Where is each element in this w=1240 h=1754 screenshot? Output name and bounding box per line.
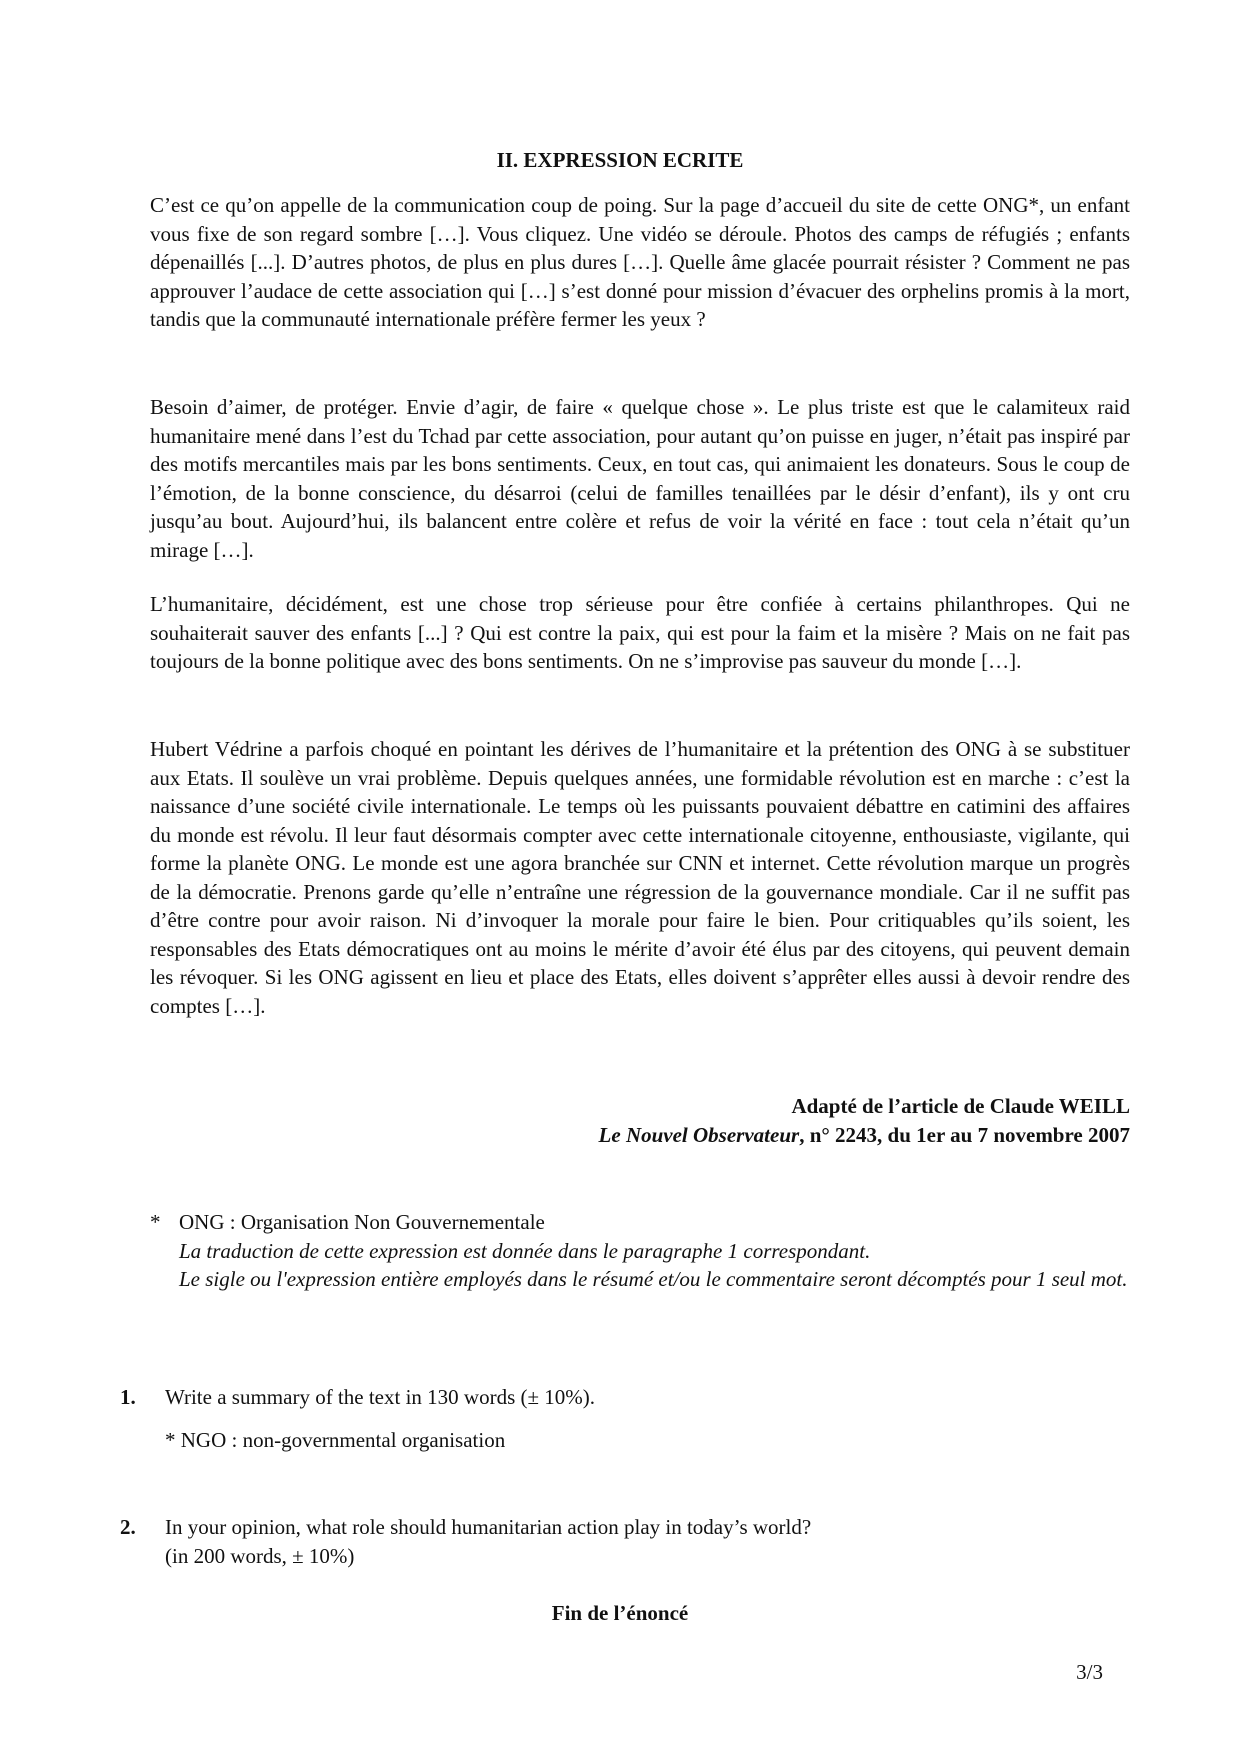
- footnote-marker: *: [150, 1210, 161, 1234]
- footnote: [150, 1208, 1133, 1294]
- question-text: In your opinion, what role should humanitarian action play in today’s world?: [165, 1515, 812, 1539]
- paragraph-4: Hubert Védrine a parfois choqué en pointant les dérives de l’humanitaire et la prétention des ONG à se substituer aux Etats. Il soulève un vrai problème. Depuis quelques années, une formidable révolution est en marche : c’est la naissance d’une société civile internationale. Le temps où les puissants pouvaient débattre en catimini des affaires du monde est révolu. Il leur faut désormais compter avec cette internationale citoyenne, enthousiaste, vigilante, qui forme la planète ONG. Le monde est une agora branchée sur CNN et internet. Cette révolution marque un progrès de la démocratie. Prenons garde qu’elle n’entraîne une régression de la gouvernance mondiale. Car il ne suffit pas d’être contre pour avoir raison. Ni d’invoquer la morale pour faire le bien. Pour critiquables qu’ils soient, les responsables des Etats démocratiques ont au moins le mérite d’avoir été élus par des citoyens, qui peuvent demain les révoquer. Si les ONG agissent en lieu et place des Etats, elles doivent s’apprêter elles aussi à devoir rendre des comptes […].: [150, 737, 1130, 1018]
- question-number: 1.: [120, 1385, 136, 1409]
- footnote-definition: ONG : Organisation Non Gouvernementale: [179, 1210, 545, 1234]
- question-note: (in 200 words, ± 10%): [165, 1544, 355, 1568]
- footnote-note-1: La traduction de cette expression est donnée dans le paragraphe 1 correspondant.: [179, 1238, 871, 1263]
- attribution: [599, 1092, 1130, 1150]
- paragraph-3: L’humanitaire, décidément, est une chose trop sérieuse pour être confiée à certains philanthropes. Qui ne souhaiterait sauver des enfants [...] ? Qui est contre la paix, qui est pour la faim et la misère ? Mais on ne fait pas toujours de la bonne politique avec des bons sentiments. On ne s’improvise pas sauveur du monde […].: [150, 592, 1130, 673]
- attribution-source: [599, 1121, 1130, 1150]
- section-title: II. EXPRESSION ECRITE: [496, 148, 744, 172]
- question-text: Write a summary of the text in 130 words (± 10%).: [165, 1385, 595, 1409]
- paragraph-1: C’est ce qu’on appelle de la communication coup de poing. Sur la page d’accueil du site de cette ONG*, un enfant vous fixe de son regard sombre […]. Vous cliquez. Une vidéo se déroule. Photos des camps de réfugiés ; enfants dépenaillés [...]. D’autres photos, de plus en plus dures […]. Quelle âme glacée pourrait résister ? Comment ne pas approuver l’audace de cette association qui […] s’est donné pour mission d’évacuer des orphelins promis à la mort, tandis que la communauté internationale préfère fermer les yeux ?: [150, 193, 1130, 331]
- paragraph-2: Besoin d’aimer, de protéger. Envie d’agir, de faire « quelque chose ». Le plus triste est que le calamiteux raid humanitaire mené dans l’est du Tchad par cette association, pour autant qu’on puisse en juger, n’était pas inspiré par des motifs mercantiles mais par les bons sentiments. Ceux, en tout cas, qui animaient les donateurs. Sous le coup de l’émotion, de la bonne conscience, du désarroi (celui de familles tenaillées par le désir d’enfant), ils y ont cru jusqu’au bout. Aujourd’hui, ils balancent entre colère et refus de voir la vérité en face : tout cela n’était qu’un mirage […].: [150, 395, 1130, 562]
- question-2: [120, 1513, 1120, 1571]
- publication-name: Le Nouvel Observateur: [598, 1123, 800, 1147]
- question-1: [120, 1383, 1120, 1455]
- end-marker: Fin de l’énoncé: [551, 1601, 689, 1625]
- footnote-note-2: Le sigle ou l'expression entière employés dans le résumé et/ou le commentaire seront décomptés pour 1 seul mot.: [179, 1267, 1128, 1291]
- question-number: 2.: [120, 1515, 136, 1539]
- question-note: * NGO : non-governmental organisation: [165, 1428, 506, 1452]
- attribution-author: Adapté de l’article de Claude WEILL: [791, 1094, 1130, 1118]
- publication-details: , n° 2243, du 1er au 7 novembre 2007: [799, 1123, 1130, 1147]
- page-number: 3/3: [1076, 1660, 1103, 1684]
